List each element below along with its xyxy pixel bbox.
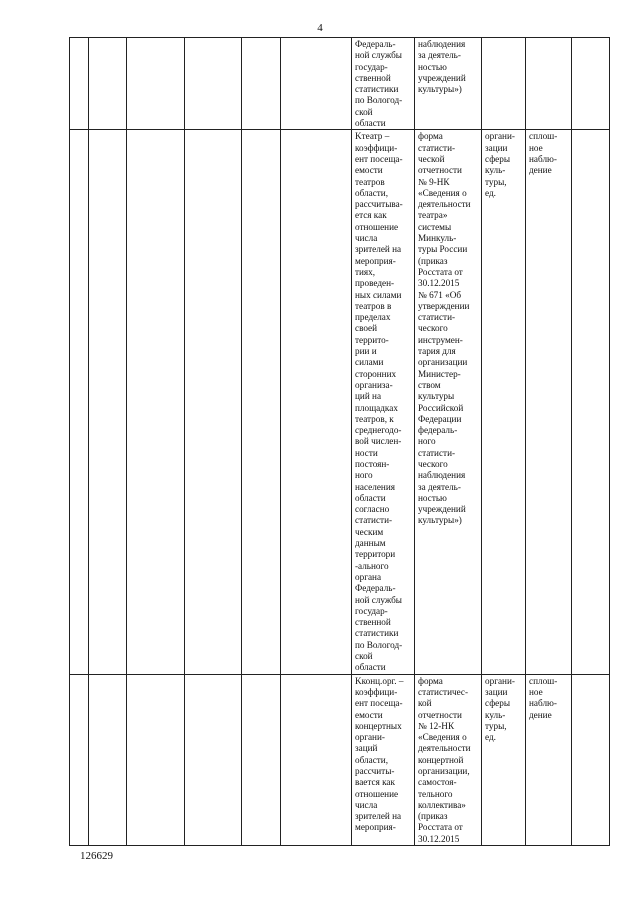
method-text: сплош- ное наблю- дение [529, 675, 558, 720]
source-cell [415, 674, 482, 845]
table-cell-empty [572, 130, 610, 674]
respondents-text: органи- зации сферы куль- туры, ед. [485, 131, 515, 198]
indicator-text: Kконц.орг. – коэффици- ент посеща- емости концертных органи- заций области, рассчиты- вается как отношение числа зрителей на мероприя- [355, 675, 404, 833]
table-cell-empty [89, 38, 127, 130]
indicator-text: Федераль- ной службы государ- ственной статистики по Вологод- ской области [355, 39, 403, 129]
table-cell-empty [281, 38, 352, 130]
table-cell-empty [185, 674, 242, 845]
indicator-cell [352, 130, 415, 674]
respondents-cell [482, 130, 526, 674]
table-cell-empty [242, 674, 281, 845]
page-number: 4 [317, 22, 323, 34]
method-cell [526, 674, 572, 845]
table-cell-empty [242, 38, 281, 130]
source-cell [415, 38, 482, 130]
indicator-table [69, 37, 610, 846]
document-code: 126629 [80, 850, 113, 862]
table-cell-empty [70, 130, 89, 674]
table-cell-empty [572, 38, 610, 130]
source-text: форма статисти- ческой отчетности № 9-НК «Сведения о деятельности театра» системы Минкуль- туры России (приказ Росстата от 30.12.2015 № 671 «Об утверждении статисти- ческого инструмен- тария для организации Министер- ством культуры Российской Федерации федераль- ного статисти- ческого наблюдения за деятель- ностью учреждений культуры») [418, 131, 471, 526]
table-cell-empty [127, 38, 185, 130]
table-cell-empty [70, 38, 89, 130]
method-cell [526, 38, 572, 130]
indicator-cell [352, 674, 415, 845]
table-row [70, 674, 610, 845]
table-cell-empty [281, 130, 352, 674]
table-cell-empty [242, 130, 281, 674]
respondents-cell [482, 38, 526, 130]
table-row [70, 130, 610, 674]
method-text: сплош- ное наблю- дение [529, 131, 558, 176]
table-cell-empty [185, 38, 242, 130]
table-cell-empty [281, 674, 352, 845]
method-cell [526, 130, 572, 674]
table-cell-empty [127, 674, 185, 845]
respondents-text: органи- зации сферы куль- туры, ед. [485, 675, 515, 743]
table-cell-empty [185, 130, 242, 674]
indicator-cell [352, 38, 415, 130]
respondents-cell [482, 674, 526, 845]
table-cell-empty [572, 674, 610, 845]
table-cell-empty [127, 130, 185, 674]
table-row [70, 38, 610, 130]
table-cell-empty [70, 674, 89, 845]
source-cell [415, 130, 482, 674]
source-text: форма статистичес- кой отчетности № 12-НК «Сведения о деятельности концертной организации, самостоя- тельного коллектива» (приказ Росстата от 30.12.2015 [418, 675, 471, 844]
source-text: наблюдения за деятель- ностью учреждений культуры») [418, 39, 466, 95]
indicator-text: Kтеатр – коэффици- ент посеща- емости театров области, рассчитыва- ется как отношение числа зрителей на мероприя- тиях, проведен- ных силами театров в пределах своей террито- рии и силами сторонних организа- ций на площадках театров, к среднегодо- вой числен- ности постоян- ного населения области согласно статисти- ческим данным территори -ального органа Федераль- ной службы государ- ственной статистики по Вологод- ской области [355, 131, 403, 673]
table-cell-empty [89, 674, 127, 845]
table-cell-empty [89, 130, 127, 674]
